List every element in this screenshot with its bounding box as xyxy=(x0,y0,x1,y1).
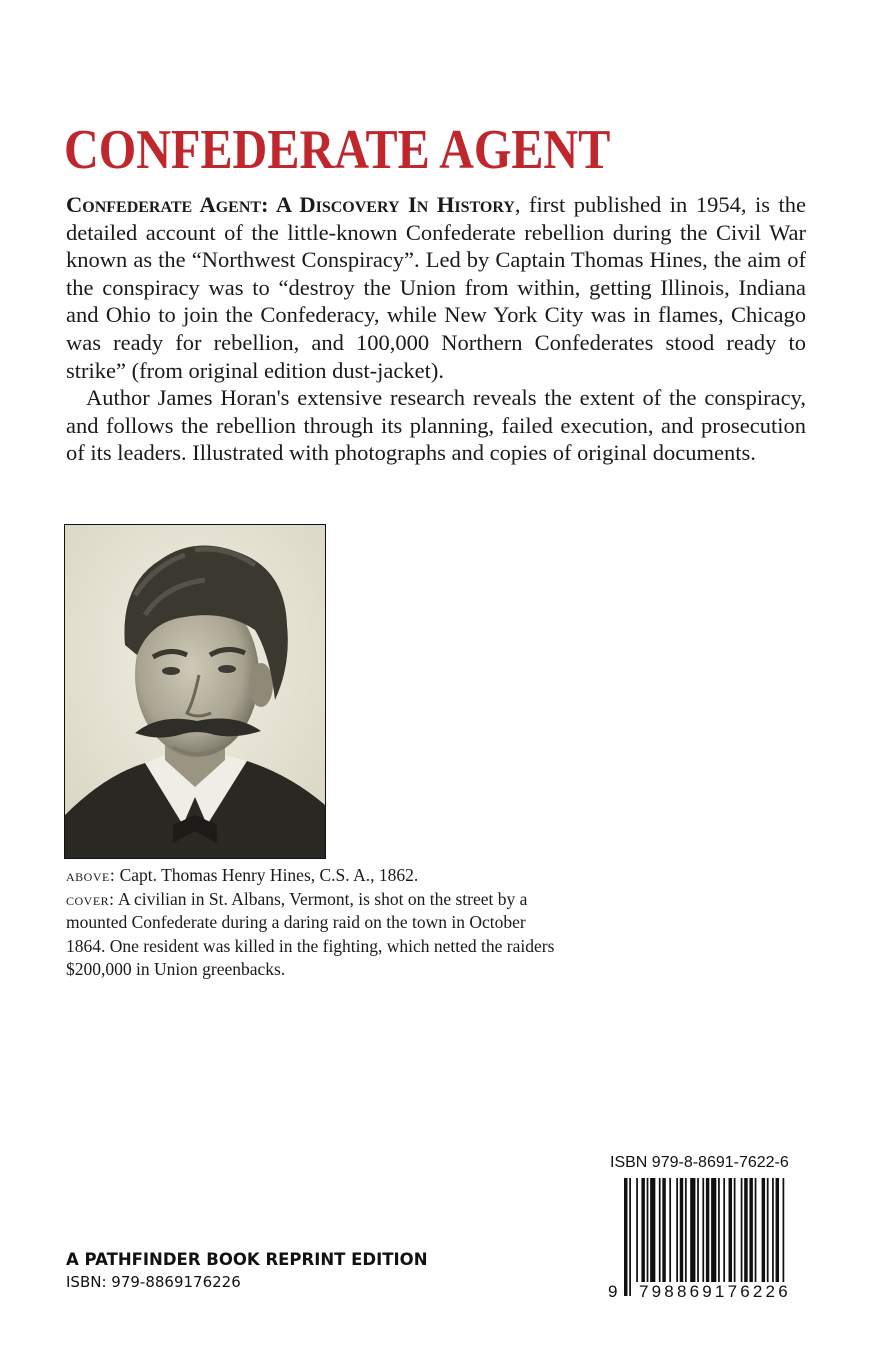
barcode-bar xyxy=(685,1178,687,1282)
barcode-bar xyxy=(641,1178,644,1282)
barcode-bar xyxy=(624,1178,627,1296)
barcode-bar xyxy=(647,1178,649,1282)
barcode-bar xyxy=(767,1178,769,1282)
book-description xyxy=(66,191,806,467)
barcode-bar xyxy=(723,1178,725,1282)
barcode-bar xyxy=(636,1178,638,1282)
barcode-bar xyxy=(676,1178,678,1282)
barcode-bar xyxy=(776,1178,779,1282)
description-paragraph-2: Author James Horan's extensive research reveals the extent of the conspiracy, and follows the rebellion through its planning, failed execution, and prosecution of its leaders. Illustrated with photographs and copies of original documents. xyxy=(66,385,806,466)
caption-cover-text: A civilian in St. Albans, Vermont, is shot on the street by a mounted Confederate during a daring raid on the town in October 1864. One resident was killed in the fighting, which netted the raiders $200,000 in Union greenbacks. xyxy=(66,888,555,979)
barcode-bar xyxy=(749,1178,752,1282)
barcode-bar xyxy=(741,1178,743,1282)
publisher-edition: A PATHFINDER BOOK REPRINT EDITION xyxy=(66,1250,428,1269)
isbn-barcode-block xyxy=(608,1154,808,1314)
caption-cover xyxy=(66,888,566,982)
barcode-bar xyxy=(772,1178,774,1282)
barcode-bar xyxy=(762,1178,765,1282)
barcode-bar xyxy=(702,1178,704,1282)
barcode-bar xyxy=(629,1178,631,1296)
portrait-illustration xyxy=(65,525,325,858)
barcode-bar xyxy=(680,1178,683,1282)
caption-cover-label: cover: xyxy=(66,888,115,909)
barcode-bar xyxy=(659,1178,661,1282)
barcode-bar xyxy=(650,1178,655,1282)
barcode-bar xyxy=(755,1178,757,1282)
barcode-bar xyxy=(729,1178,732,1282)
caption-above-text: Capt. Thomas Henry Hines, C.S. A., 1862. xyxy=(115,865,419,885)
barcode-bar xyxy=(711,1178,716,1282)
publisher-isbn: ISBN: 979-8869176226 xyxy=(66,1273,241,1291)
barcode-digits: 798869176226 xyxy=(639,1282,791,1301)
barcode-isbn-label: ISBN 979-8-8691-7622-6 xyxy=(610,1154,789,1171)
barcode-bar xyxy=(744,1178,747,1282)
barcode-bar xyxy=(706,1178,709,1296)
barcode-bar xyxy=(783,1178,785,1296)
barcode-bar xyxy=(697,1178,699,1282)
description-paragraph-1-text: , first published in 1954, is the detailed account of the little-known Confederate rebellion during the Civil War known as the “Northwest Conspiracy”. Led by Captain Thomas Hines, the aim of the conspiracy was to “destroy the Union from within, getting Illinois, Indiana and Ohio to join the Confederacy, while New York City was in flames, Chicago was ready for rebellion, and 100,000 Northern Confederates stood ready to strike” (from original edition dust-jacket). xyxy=(66,192,806,383)
photo-caption xyxy=(66,864,566,982)
portrait-photo xyxy=(64,524,326,859)
barcode-bar xyxy=(669,1178,671,1282)
caption-above xyxy=(66,864,566,888)
barcode-bar xyxy=(662,1178,665,1282)
barcode-bar xyxy=(734,1178,736,1282)
description-paragraph-1 xyxy=(66,191,806,384)
barcode-lead-digit: 9 xyxy=(608,1282,618,1301)
barcode-bar xyxy=(718,1178,720,1282)
caption-above-label: above: xyxy=(66,865,116,885)
book-title-heading: CONFEDERATE AGENT xyxy=(64,119,611,181)
barcode-icon xyxy=(624,1178,788,1296)
book-title-inline: Confederate Agent: A Discovery In History xyxy=(66,192,515,217)
barcode-bar xyxy=(690,1178,695,1282)
